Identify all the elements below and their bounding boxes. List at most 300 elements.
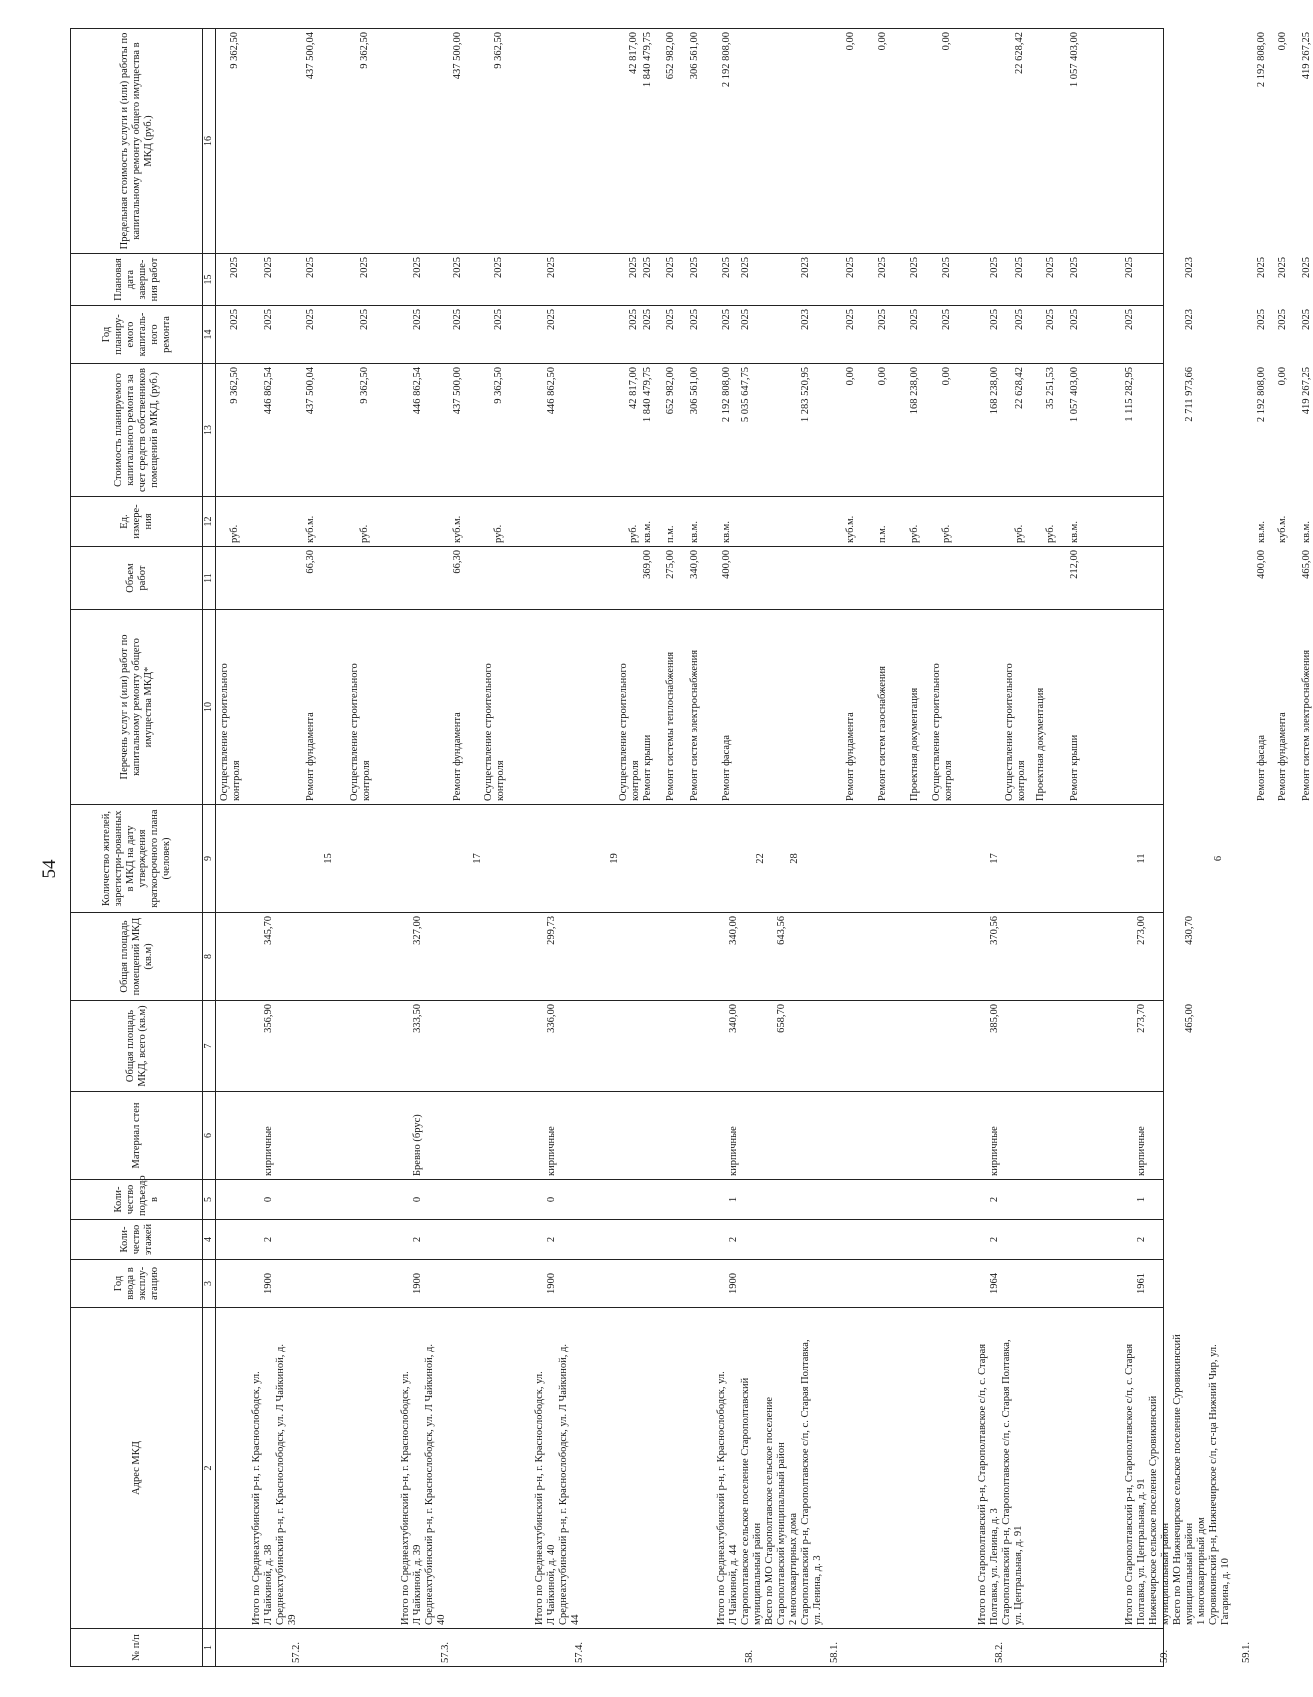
column-number: 16 xyxy=(203,29,216,254)
cell-text-col-15: 2025 xyxy=(1014,257,1025,278)
cell-text-col-2: 44 xyxy=(570,1614,581,1625)
cell-text-col-5: 0 xyxy=(263,1196,274,1203)
cell-text-col-10: Ремонт фундамента xyxy=(305,712,316,801)
cell-text-col-15: 2025 xyxy=(665,257,676,278)
cell-text-col-16: 1 840 479,75 xyxy=(642,32,653,88)
cell-text-col-6: кирпичные xyxy=(728,1126,739,1176)
cell-text-col-3: 1900 xyxy=(412,1273,423,1294)
cell-text-col-2: 40 xyxy=(436,1614,447,1625)
cell-text-col-2: Суровикинский р-н, Нижнечирское с/п, ст-ца Нижний Чир, ул. xyxy=(1208,1344,1219,1625)
cell-text-col-14: 2025 xyxy=(1301,309,1312,330)
cell-text-col-2: Старополтавский р-н, Старополтавское с/п, с. Старая Полтавка, xyxy=(1001,1339,1012,1625)
cell-text-col-12: кв.м. xyxy=(1301,521,1312,543)
cell-text-col-12: п.м. xyxy=(665,525,676,543)
cell-text-col-2: Итого по Старополтавский р-н, Старополтавское с/п, с. Старая xyxy=(1124,1343,1135,1625)
cell-text-col-14: 2025 xyxy=(1277,309,1288,330)
cell-text-col-9: 22 xyxy=(755,853,766,864)
cell-text-col-16: 9 362,50 xyxy=(359,32,370,69)
cell-text-col-15: 2025 xyxy=(452,257,463,278)
cell-text-col-10: контроля xyxy=(231,760,242,801)
cell-text-col-14: 2025 xyxy=(1045,309,1056,330)
cell-text-col-13: 446 862,54 xyxy=(412,367,423,415)
cell-text-col-15: 2025 xyxy=(1256,257,1267,278)
column-number-row xyxy=(203,29,216,1667)
cell-text-col-10: контроля xyxy=(1016,760,1027,801)
cell-text-col-14: 2025 xyxy=(740,309,751,330)
cell-text-col-8: 370,56 xyxy=(989,916,1000,945)
column-number: 11 xyxy=(203,547,216,610)
cell-text-col-10: Ремонт фундамента xyxy=(845,712,856,801)
col-12-cell xyxy=(216,497,1312,547)
cell-text-col-16: 0,00 xyxy=(845,32,856,51)
cell-text-col-7: 356,90 xyxy=(263,1004,274,1033)
cell-text-col-10: Проектная документация xyxy=(1035,687,1046,801)
cell-text-col-16: 0,00 xyxy=(877,32,888,51)
cell-text-col-14: 2025 xyxy=(359,309,370,330)
cell-text-col-9: 17 xyxy=(989,853,1000,864)
cell-text-col-16: 2 192 808,00 xyxy=(1256,32,1267,88)
cell-text-col-16: 419 267,25 xyxy=(1301,32,1312,80)
table-body-row xyxy=(216,29,1164,1667)
cell-text-col-10: Ремонт фасада xyxy=(721,734,732,801)
cell-text-col-10: Осуществление строительного xyxy=(931,663,942,801)
cell-text-col-14: 2025 xyxy=(989,309,1000,330)
column-header: Плановая дата заверше-ния работ xyxy=(71,254,203,306)
cell-text-col-6: Бревно (брус) xyxy=(412,1114,423,1176)
capital-repair-plan-table xyxy=(70,28,1312,1667)
cell-text-col-9: 19 xyxy=(609,853,620,864)
cell-text-col-7: 658,70 xyxy=(776,1004,787,1033)
cell-text-col-16: 1 057 403,00 xyxy=(1069,32,1080,88)
cell-text-col-2: ул. Центральная, д. 91 xyxy=(1013,1525,1024,1625)
cell-text-col-10: Проектная документация xyxy=(909,687,920,801)
cell-text-col-2: Полтавка, ул. Ленина, д. 3 xyxy=(989,1508,1000,1625)
cell-text-col-3: 1900 xyxy=(546,1273,557,1294)
col-3-cell xyxy=(216,1260,1164,1308)
cell-text-col-15: 2025 xyxy=(305,257,316,278)
cell-text-col-7: 340,00 xyxy=(728,1004,739,1033)
cell-text-col-13: 168 238,00 xyxy=(989,367,1000,415)
cell-text-col-14: 2025 xyxy=(305,309,316,330)
cell-text-col-16: 2 192 808,00 xyxy=(721,32,732,88)
cell-text-col-6: кирпичные xyxy=(546,1126,557,1176)
cell-text-col-2: 2 многоквартирных дома xyxy=(788,1512,799,1625)
cell-text-col-16: 9 362,50 xyxy=(229,32,240,69)
cell-text-col-14: 2025 xyxy=(412,309,423,330)
cell-text-col-14: 2025 xyxy=(1124,309,1135,330)
cell-text-col-12: куб.м. xyxy=(845,515,856,543)
cell-text-col-5: 1 xyxy=(728,1196,739,1203)
cell-text-col-13: 35 251,53 xyxy=(1045,367,1056,409)
cell-text-col-10: Ремонт фундамента xyxy=(452,712,463,801)
cell-text-col-13: 9 362,50 xyxy=(359,367,370,404)
cell-text-col-10: Осуществление строительного xyxy=(349,663,360,801)
cell-text-col-5: 0 xyxy=(546,1196,557,1203)
cell-text-col-12: руб. xyxy=(1045,524,1056,543)
cell-text-col-10: Ремонт систем газоснабжения xyxy=(877,666,888,801)
cell-text-col-15: 2025 xyxy=(642,257,653,278)
cell-text-col-8: 273,00 xyxy=(1136,916,1147,945)
cell-text-col-11: 212,00 xyxy=(1069,550,1080,579)
cell-text-col-12: куб.м. xyxy=(305,515,316,543)
column-header: Ед. измере-ния xyxy=(71,497,203,547)
col-6-cell xyxy=(216,1092,1164,1180)
cell-text-col-10: Осуществление строительного xyxy=(618,663,629,801)
cell-text-col-2: 39 xyxy=(287,1614,298,1625)
cell-text-col-12: кв.м. xyxy=(1256,521,1267,543)
cell-text-col-12: руб. xyxy=(229,524,240,543)
cell-text-col-13: 42 817,00 xyxy=(628,367,639,409)
cell-text-col-16: 652 982,00 xyxy=(665,32,676,80)
cell-text-col-2: Л Чайкиной, д. 38 xyxy=(263,1544,274,1625)
cell-text-col-12: руб. xyxy=(1014,524,1025,543)
cell-text-col-13: 168 238,00 xyxy=(909,367,920,415)
cell-text-col-10: Ремонт систем электроснабжения xyxy=(689,649,700,801)
col-10-cell xyxy=(216,610,1312,805)
col-13-cell xyxy=(216,364,1312,497)
cell-text-col-14: 2025 xyxy=(1014,309,1025,330)
cell-text-col-12: руб. xyxy=(628,524,639,543)
cell-text-col-12: кв.м. xyxy=(1069,521,1080,543)
cell-text-col-7: 385,00 xyxy=(989,1004,1000,1033)
cell-text-col-13: 0,00 xyxy=(877,367,888,386)
cell-text-col-15: 2025 xyxy=(721,257,732,278)
cell-text-col-2: ул. Ленина, д. 3 xyxy=(812,1555,823,1625)
cell-text-col-16: 22 628,42 xyxy=(1014,32,1025,74)
column-header: Год планиру-емого капиталь-ного ремонта xyxy=(71,306,203,364)
cell-text-col-10: контроля xyxy=(361,760,372,801)
cell-text-col-12: куб.м. xyxy=(1277,515,1288,543)
cell-text-col-3: 1900 xyxy=(728,1273,739,1294)
cell-text-col-14: 2025 xyxy=(546,309,557,330)
cell-text-col-15: 2025 xyxy=(845,257,856,278)
cell-text-col-15: 2025 xyxy=(989,257,1000,278)
cell-text-col-2: Итого по Среднеахтубинский р-н, г. Краснослободск, ул. xyxy=(534,1371,545,1625)
cell-text-col-2: муниципальный район xyxy=(1184,1522,1195,1625)
cell-text-col-10: Осуществление строительного xyxy=(483,663,494,801)
cell-text-col-2: Среднеахтубинский р-н, г. Краснослободск, ул. Л Чайкиной, д. xyxy=(558,1344,569,1625)
cell-text-col-13: 2 192 808,00 xyxy=(1256,367,1267,423)
cell-text-col-14: 2025 xyxy=(721,309,732,330)
cell-text-col-11: 340,00 xyxy=(689,550,700,579)
cell-text-col-2: Итого по Среднеахтубинский р-н, г. Краснослободск, ул. xyxy=(716,1371,727,1625)
cell-text-col-11: 66,30 xyxy=(452,550,463,574)
cell-text-col-2: Всего по МО Нижнечирское сельское поселение Суровикинский xyxy=(1172,1334,1183,1625)
cell-text-col-6: кирпичные xyxy=(1136,1126,1147,1176)
column-header: Год ввода в эксплу-атацию xyxy=(71,1260,203,1308)
cell-text-col-11: 369,00 xyxy=(642,550,653,579)
column-number: 7 xyxy=(203,1001,216,1092)
cell-text-col-13: 446 862,50 xyxy=(546,367,557,415)
cell-text-col-15: 2025 xyxy=(493,257,504,278)
cell-text-col-8: 643,56 xyxy=(776,916,787,945)
cell-text-col-13: 306 561,00 xyxy=(689,367,700,415)
cell-text-col-15: 2025 xyxy=(941,257,952,278)
cell-text-col-1: 58. xyxy=(744,1649,755,1663)
cell-text-col-3: 1961 xyxy=(1136,1273,1147,1294)
col-7-cell xyxy=(216,1001,1195,1092)
cell-text-col-2: 1 многоквартирный дом xyxy=(1196,1517,1207,1625)
cell-text-col-14: 2025 xyxy=(452,309,463,330)
cell-text-col-12: руб. xyxy=(909,524,920,543)
cell-text-col-6: кирпичные xyxy=(989,1126,1000,1176)
cell-text-col-2: Среднеахтубинский р-н, г. Краснослободск, ул. Л Чайкиной, д. xyxy=(424,1344,435,1625)
cell-text-col-10: Ремонт фундамента xyxy=(1277,712,1288,801)
cell-text-col-15: 2025 xyxy=(1277,257,1288,278)
cell-text-col-4: 2 xyxy=(989,1236,1000,1243)
cell-text-col-8: 345,70 xyxy=(263,916,274,945)
cell-text-col-2: Гагарина, д. 10 xyxy=(1220,1558,1231,1625)
cell-text-col-13: 419 267,25 xyxy=(1301,367,1312,415)
cell-text-col-3: 1900 xyxy=(263,1273,274,1294)
cell-text-col-12: кв.м. xyxy=(721,521,732,543)
column-header: Объем работ xyxy=(71,547,203,610)
cell-text-col-15: 2025 xyxy=(1069,257,1080,278)
cell-text-col-15: 2025 xyxy=(263,257,274,278)
column-number: 4 xyxy=(203,1220,216,1260)
cell-text-col-14: 2025 xyxy=(909,309,920,330)
cell-text-col-6: кирпичные xyxy=(263,1126,274,1176)
cell-text-col-14: 2023 xyxy=(1184,309,1195,330)
cell-text-col-15: 2025 xyxy=(1124,257,1135,278)
cell-text-col-4: 2 xyxy=(412,1236,423,1243)
column-number: 1 xyxy=(203,1629,216,1667)
cell-text-col-14: 2023 xyxy=(800,309,811,330)
cell-text-col-2: Итого по Старополтавский р-н, Старополтавское с/п, с. Старая xyxy=(977,1343,988,1625)
cell-text-col-10: Ремонт крыши xyxy=(642,734,653,801)
document-page xyxy=(70,29,1312,1667)
cell-text-col-11: 400,00 xyxy=(1256,550,1267,579)
column-number: 9 xyxy=(203,805,216,913)
cell-text-col-15: 2025 xyxy=(546,257,557,278)
cell-text-col-2: Старополтавский муниципальный район xyxy=(776,1442,787,1625)
cell-text-col-16: 0,00 xyxy=(941,32,952,51)
cell-text-col-13: 1 840 479,75 xyxy=(642,367,653,423)
cell-text-col-2: Старополтавское сельское поселение Старополтавский xyxy=(740,1377,751,1625)
cell-text-col-13: 0,00 xyxy=(1277,367,1288,386)
column-header: № п/п xyxy=(71,1629,203,1667)
cell-text-col-12: кв.м. xyxy=(642,521,653,543)
cell-text-col-9: 17 xyxy=(472,853,483,864)
cell-text-col-12: кв.м. xyxy=(689,521,700,543)
cell-text-col-5: 1 xyxy=(1136,1196,1147,1203)
cell-text-col-13: 2 192 808,00 xyxy=(721,367,732,423)
cell-text-col-12: руб. xyxy=(359,524,370,543)
cell-text-col-5: 2 xyxy=(989,1196,1000,1203)
col-16-cell xyxy=(216,29,1312,254)
cell-text-col-13: 437 500,04 xyxy=(305,367,316,415)
cell-text-col-2: Полтавка, ул. Центральная, д. 91 xyxy=(1136,1478,1147,1625)
cell-text-col-12: п.м. xyxy=(877,525,888,543)
cell-text-col-4: 2 xyxy=(728,1236,739,1243)
cell-text-col-14: 2025 xyxy=(493,309,504,330)
cell-text-col-11: 66,30 xyxy=(305,550,316,574)
cell-text-col-10: контроля xyxy=(943,760,954,801)
col-15-cell xyxy=(216,254,1312,306)
cell-text-col-15: 2025 xyxy=(909,257,920,278)
cell-text-col-2: Итого по Среднеахтубинский р-н, г. Краснослободск, ул. xyxy=(400,1371,411,1625)
cell-text-col-5: 0 xyxy=(412,1196,423,1203)
cell-text-col-16: 306 561,00 xyxy=(689,32,700,80)
cell-text-col-2: Старополтавский р-н, Старополтавское с/п, с. Старая Полтавка, xyxy=(800,1339,811,1625)
cell-text-col-14: 2025 xyxy=(689,309,700,330)
cell-text-col-13: 5 035 647,75 xyxy=(740,367,751,423)
column-header: Материал стен xyxy=(71,1092,203,1180)
cell-text-col-13: 446 862,54 xyxy=(263,367,274,415)
cell-text-col-13: 0,00 xyxy=(845,367,856,386)
column-header: Предельная стоимость услуги и (или) работы по капитальному ремонту общего имущества в МКД (руб.) xyxy=(71,29,203,254)
cell-text-col-14: 2025 xyxy=(642,309,653,330)
column-header: Коли-чество подъездо в xyxy=(71,1180,203,1220)
cell-text-col-15: 2025 xyxy=(1301,257,1312,278)
cell-text-col-8: 430,70 xyxy=(1184,916,1195,945)
cell-text-col-10: Ремонт фасада xyxy=(1256,734,1267,801)
cell-text-col-15: 2025 xyxy=(628,257,639,278)
cell-text-col-4: 2 xyxy=(1136,1236,1147,1243)
cell-text-col-15: 2025 xyxy=(1045,257,1056,278)
column-header: Стоимость планируемого капитального ремонта за счет средств собственников помещений в МКД, (руб.) xyxy=(71,364,203,497)
column-number: 5 xyxy=(203,1180,216,1220)
cell-text-col-11: 275,00 xyxy=(665,550,676,579)
cell-text-col-10: контроля xyxy=(495,760,506,801)
cell-text-col-13: 22 628,42 xyxy=(1014,367,1025,409)
cell-text-col-1: 57.4. xyxy=(574,1642,585,1663)
cell-text-col-13: 9 362,50 xyxy=(493,367,504,404)
cell-text-col-15: 2025 xyxy=(412,257,423,278)
cell-text-col-14: 2025 xyxy=(665,309,676,330)
cell-text-col-11: 400,00 xyxy=(721,550,732,579)
cell-text-col-13: 1 283 520,95 xyxy=(800,367,811,423)
column-number: 14 xyxy=(203,306,216,364)
col-9-cell xyxy=(216,805,1224,913)
column-number: 12 xyxy=(203,497,216,547)
cell-text-col-15: 2025 xyxy=(689,257,700,278)
cell-text-col-10: Осуществление строительного xyxy=(1004,663,1015,801)
cell-text-col-15: 2025 xyxy=(229,257,240,278)
cell-text-col-2: Л Чайкиной, д. 44 xyxy=(728,1544,739,1625)
cell-text-col-15: 2025 xyxy=(359,257,370,278)
cell-text-col-15: 2023 xyxy=(1184,257,1195,278)
column-header: Общая площадь МКД, всего (кв.м) xyxy=(71,1001,203,1092)
cell-text-col-2: Нижнечирское сельское поселение Суровикинский xyxy=(1148,1395,1159,1625)
header-row xyxy=(71,29,203,1667)
cell-text-col-10: Ремонт крыши xyxy=(1069,734,1080,801)
cell-text-col-7: 273,70 xyxy=(1136,1004,1147,1033)
cell-text-col-14: 2025 xyxy=(229,309,240,330)
cell-text-col-16: 437 500,00 xyxy=(452,32,463,80)
col-2-cell xyxy=(216,1308,1231,1629)
cell-text-col-7: 336,00 xyxy=(546,1004,557,1033)
rotated-table-wrapper xyxy=(70,29,1312,1667)
column-header: Перечень услуг и (или) работ по капитальному ремонту общего имущества МКД* xyxy=(71,610,203,805)
cell-text-col-10: Ремонт систем электроснабжения xyxy=(1301,649,1312,801)
cell-text-col-13: 437 500,00 xyxy=(452,367,463,415)
cell-text-col-10: Осуществление строительного xyxy=(219,663,230,801)
cell-text-col-13: 0,00 xyxy=(941,367,952,386)
column-number: 3 xyxy=(203,1260,216,1308)
cell-text-col-15: 2023 xyxy=(800,257,811,278)
cell-text-col-14: 2025 xyxy=(845,309,856,330)
cell-text-col-3: 1964 xyxy=(989,1273,1000,1294)
column-header: Общая площадь помещений МКД (кв.м) xyxy=(71,913,203,1001)
cell-text-col-4: 2 xyxy=(263,1236,274,1243)
column-header: Адрес МКД xyxy=(71,1308,203,1629)
cell-text-col-2: Л Чайкиной, д. 40 xyxy=(546,1544,557,1625)
cell-text-col-4: 2 xyxy=(546,1236,557,1243)
cell-text-col-2: муниципальный район xyxy=(1160,1522,1171,1625)
cell-text-col-15: 2025 xyxy=(877,257,888,278)
col-5-cell xyxy=(216,1180,1164,1220)
cell-text-col-13: 9 362,50 xyxy=(229,367,240,404)
cell-text-col-10: контроля xyxy=(630,760,641,801)
cell-text-col-7: 465,00 xyxy=(1184,1004,1195,1033)
cell-text-col-16: 42 817,00 xyxy=(628,32,639,74)
cell-text-col-1: 59. xyxy=(1159,1649,1170,1663)
col-1-cell xyxy=(216,1629,1252,1667)
column-number: 2 xyxy=(203,1308,216,1629)
cell-text-col-2: муниципальный район xyxy=(752,1522,763,1625)
cell-text-col-9: 6 xyxy=(1213,855,1224,862)
cell-text-col-14: 2025 xyxy=(941,309,952,330)
cell-text-col-13: 2 711 973,66 xyxy=(1184,367,1195,422)
cell-text-col-1: 59.1. xyxy=(1241,1642,1252,1663)
cell-text-col-10: Ремонт системы теплоснабжения xyxy=(665,651,676,801)
cell-text-col-14: 2025 xyxy=(1256,309,1267,330)
cell-text-col-13: 1 115 282,95 xyxy=(1124,367,1135,422)
cell-text-col-12: руб. xyxy=(941,524,952,543)
column-number: 15 xyxy=(203,254,216,306)
col-4-cell xyxy=(216,1220,1164,1260)
cell-text-col-16: 9 362,50 xyxy=(493,32,504,69)
column-header: Количество жителей, зарегистри-рованных в МКД на дату утверждения краткосрочного плана (человек) xyxy=(71,805,203,913)
column-number: 6 xyxy=(203,1092,216,1180)
cell-text-col-13: 652 982,00 xyxy=(665,367,676,415)
cell-text-col-11: 465,00 xyxy=(1301,550,1312,579)
column-header: Коли-чество этажей xyxy=(71,1220,203,1260)
cell-text-col-2: Среднеахтубинский р-н, г. Краснослободск, ул. Л Чайкиной, д. xyxy=(275,1344,286,1625)
col-8-cell xyxy=(216,913,1195,1001)
cell-text-col-2: Итого по Среднеахтубинский р-н, г. Краснослободск, ул. xyxy=(251,1371,262,1625)
cell-text-col-9: 15 xyxy=(323,853,334,864)
cell-text-col-16: 0,00 xyxy=(1277,32,1288,51)
cell-text-col-8: 299,73 xyxy=(546,916,557,945)
column-number: 13 xyxy=(203,364,216,497)
cell-text-col-9: 11 xyxy=(1136,853,1147,864)
cell-text-col-13: 1 057 403,00 xyxy=(1069,367,1080,423)
cell-text-col-1: 58.2. xyxy=(994,1642,1005,1663)
cell-text-col-7: 333,50 xyxy=(412,1004,423,1033)
page-number: 54 xyxy=(39,859,60,879)
cell-text-col-14: 2025 xyxy=(877,309,888,330)
cell-text-col-14: 2025 xyxy=(263,309,274,330)
cell-text-col-12: руб. xyxy=(493,524,504,543)
column-number: 8 xyxy=(203,913,216,1001)
cell-text-col-14: 2025 xyxy=(628,309,639,330)
cell-text-col-14: 2025 xyxy=(1069,309,1080,330)
cell-text-col-2: Всего по МО Старополтавское сельское поселение xyxy=(764,1396,775,1625)
col-11-cell xyxy=(216,547,1312,610)
cell-text-col-8: 340,00 xyxy=(728,916,739,945)
cell-text-col-1: 58.1. xyxy=(829,1642,840,1663)
cell-text-col-1: 57.2. xyxy=(291,1642,302,1663)
cell-text-col-15: 2025 xyxy=(740,257,751,278)
column-number: 10 xyxy=(203,610,216,805)
cell-text-col-1: 57.3. xyxy=(440,1642,451,1663)
cell-text-col-8: 327,00 xyxy=(412,916,423,945)
cell-text-col-2: Л Чайкиной, д. 39 xyxy=(412,1544,423,1625)
cell-text-col-9: 28 xyxy=(789,853,800,864)
col-14-cell xyxy=(216,306,1312,364)
